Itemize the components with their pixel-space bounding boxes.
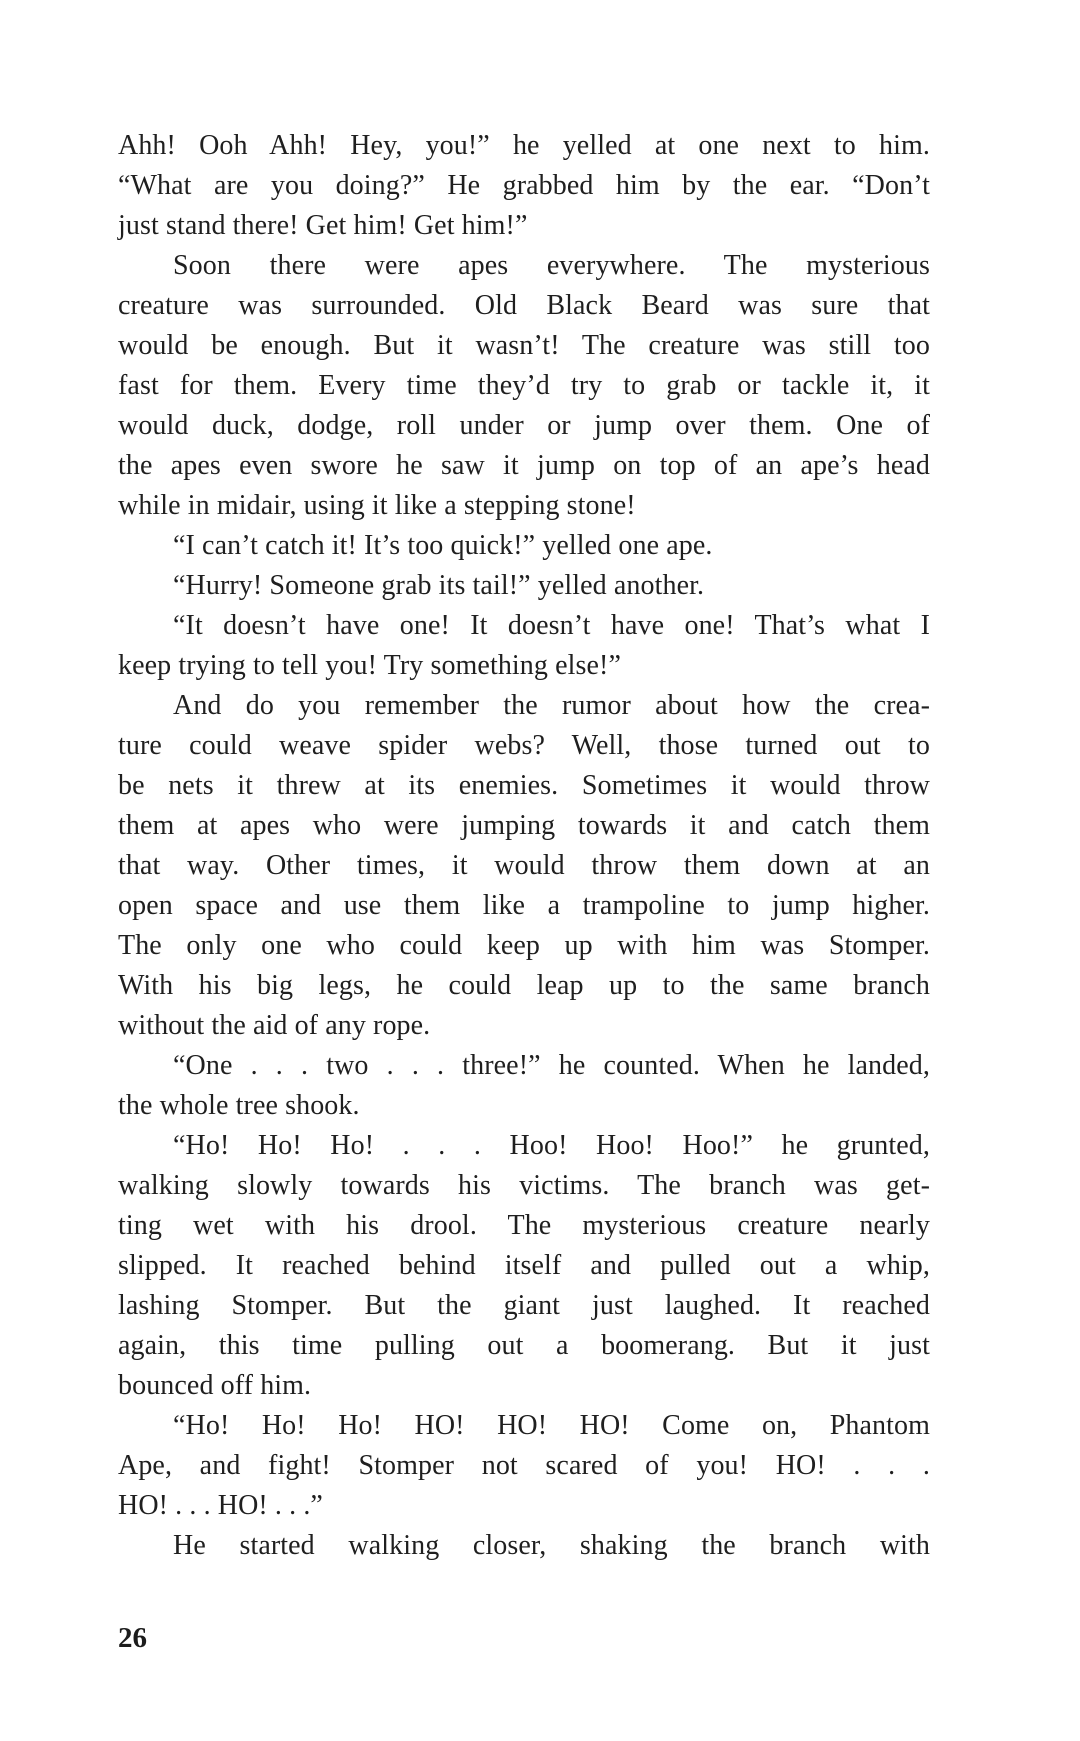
paragraph — [118, 126, 930, 246]
text-line: The only one who could keep up with him was Stomper. — [118, 930, 930, 961]
paragraph — [118, 1046, 930, 1126]
page-number: 26 — [118, 1622, 147, 1654]
text-line: just stand there! Get him! Get him!” — [118, 210, 528, 241]
text-line: again, this time pulling out a boomerang. But it just — [118, 1330, 930, 1361]
text-line: walking slowly towards his victims. The branch was get- — [118, 1170, 930, 1201]
text-line: Ahh! Ooh Ahh! Hey, you!” he yelled at one next to him. — [118, 130, 930, 161]
paragraph — [118, 246, 930, 526]
text-line: slipped. It reached behind itself and pulled out a whip, — [118, 1250, 930, 1281]
text-line: open space and use them like a trampoline to jump higher. — [118, 890, 930, 921]
text-line: “Hurry! Someone grab its tail!” yelled another. — [173, 570, 705, 601]
text-line: fast for them. Every time they’d try to grab or tackle it, it — [118, 370, 930, 401]
text-line: ture could weave spider webs? Well, those turned out to — [118, 730, 930, 761]
text-line: keep trying to tell you! Try something else!” — [118, 650, 621, 681]
text-line: would duck, dodge, roll under or jump over them. One of — [118, 410, 930, 441]
text-line: ting wet with his drool. The mysterious creature nearly — [118, 1210, 930, 1241]
paragraph — [118, 566, 930, 606]
text-line: without the aid of any rope. — [118, 1010, 431, 1041]
paragraph — [118, 686, 930, 1046]
text-line: “What are you doing?” He grabbed him by the ear. “Don’t — [118, 170, 930, 201]
paragraph — [118, 1406, 930, 1526]
text-line: that way. Other times, it would throw them down at an — [118, 850, 930, 881]
text-line: With his big legs, he could leap up to the same branch — [118, 970, 930, 1001]
text-line: them at apes who were jumping towards it and catch them — [118, 810, 930, 841]
text-line: the whole tree shook. — [118, 1090, 360, 1121]
paragraph — [118, 606, 930, 686]
text-line: And do you remember the rumor about how the crea- — [173, 690, 930, 721]
text-line: while in midair, using it like a stepping stone! — [118, 490, 636, 521]
text-line: bounced off him. — [118, 1370, 312, 1401]
text-line: would be enough. But it wasn’t! The creature was still too — [118, 330, 930, 361]
text-line: “Ho! Ho! Ho! HO! HO! HO! Come on, Phantom — [173, 1410, 930, 1441]
text-line: “I can’t catch it! It’s too quick!” yelled one ape. — [173, 530, 713, 561]
text-line: Soon there were apes everywhere. The mysterious — [173, 250, 930, 281]
text-line: be nets it threw at its enemies. Sometimes it would throw — [118, 770, 930, 801]
text-line: “Ho! Ho! Ho! . . . Hoo! Hoo! Hoo!” he grunted, — [173, 1130, 930, 1161]
text-line: HO! . . . HO! . . .” — [118, 1490, 323, 1521]
text-line: lashing Stomper. But the giant just laughed. It reached — [118, 1290, 930, 1321]
paragraph — [118, 1126, 930, 1406]
body-text — [118, 126, 930, 1566]
text-line: He started walking closer, shaking the branch with — [173, 1530, 930, 1561]
text-line: the apes even swore he saw it jump on top of an ape’s head — [118, 450, 930, 481]
paragraph — [118, 526, 930, 566]
text-line: creature was surrounded. Old Black Beard was sure that — [118, 290, 930, 321]
text-line: “One . . . two . . . three!” he counted. When he landed, — [173, 1050, 930, 1081]
text-line: “It doesn’t have one! It doesn’t have one! That’s what I — [173, 610, 930, 641]
text-line: Ape, and fight! Stomper not scared of you! HO! . . . — [118, 1450, 930, 1481]
paragraph — [118, 1526, 930, 1566]
